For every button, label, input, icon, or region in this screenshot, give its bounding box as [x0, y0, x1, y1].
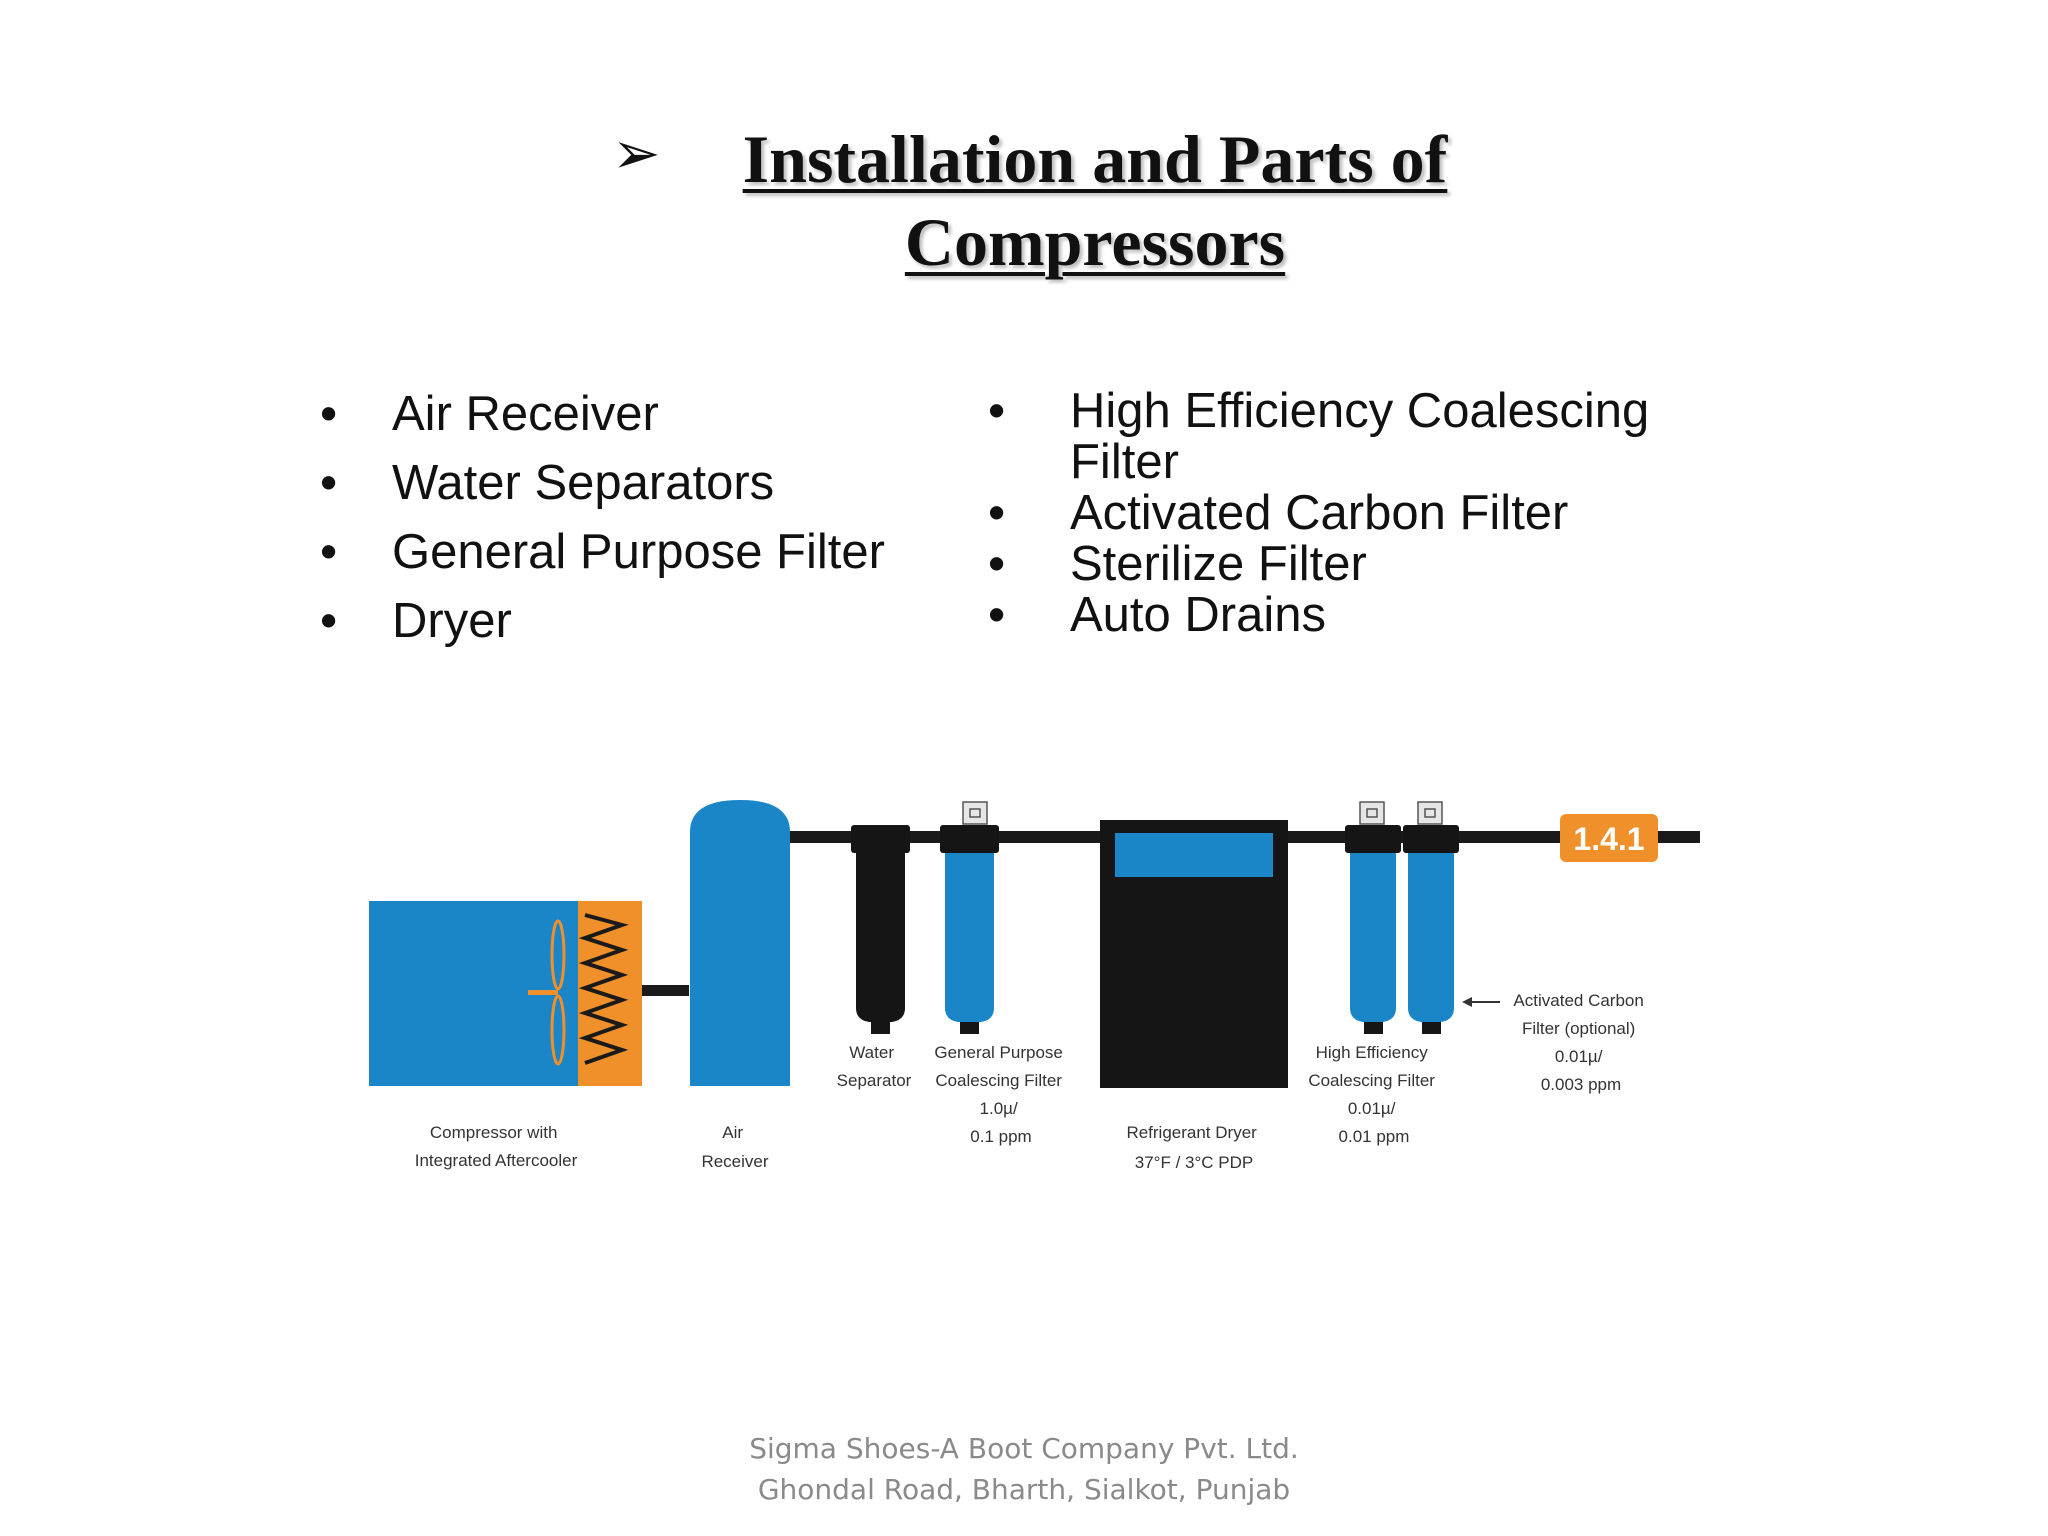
- activated-carbon-filter: [1403, 802, 1459, 1034]
- compressor-label: Compressor with Integrated Aftercooler: [414, 1123, 578, 1170]
- refrigerant-dryer: [1100, 820, 1288, 1088]
- title-block: [0, 118, 2048, 298]
- water-separator-label: Water Separator: [836, 1043, 912, 1090]
- list-item: • Dryer: [320, 587, 885, 656]
- parts-list-left: [320, 380, 885, 656]
- general-filter-label: General Purpose Coalescing Filter 1.0µ/ 0.1 ppm: [934, 1043, 1063, 1146]
- list-item: • Air Receiver: [320, 380, 885, 449]
- arrow-left-icon: [1462, 997, 1500, 1007]
- list-item: • Sterilize Filter: [988, 539, 1728, 590]
- title-line-1: Installation and Parts of: [742, 121, 1448, 197]
- air-receiver-tank: [690, 800, 790, 1086]
- connector-pipe: [642, 985, 689, 996]
- footer: [0, 1428, 2048, 1510]
- compressed-air-system-diagram: [300, 760, 1700, 1200]
- compressor: [369, 901, 642, 1086]
- title-line-2: Compressors: [904, 204, 1286, 280]
- list-item: • High Efficiency Coalescing Filter: [988, 386, 1728, 488]
- water-separator: [851, 825, 910, 1034]
- high-efficiency-filter-label: High Efficiency Coalescing Filter 0.01µ/ 0.01 ppm: [1308, 1043, 1435, 1146]
- footer-company: Sigma Shoes-A Boot Company Pvt. Ltd.: [749, 1432, 1299, 1465]
- air-receiver-label: Air Receiver: [701, 1123, 769, 1171]
- slide-title: [700, 118, 1490, 284]
- list-item: • Water Separators: [320, 449, 885, 518]
- carbon-filter-label: Activated Carbon Filter (optional) 0.01µ/ 0.003 ppm: [1513, 991, 1644, 1094]
- list-item: • General Purpose Filter: [320, 518, 885, 587]
- badge-label: 1.4.1: [1573, 821, 1645, 857]
- high-efficiency-filter: [1345, 802, 1401, 1034]
- list-item: • Auto Drains: [988, 590, 1728, 641]
- footer-address: Ghondal Road, Bharth, Sialkot, Punjab: [757, 1473, 1291, 1506]
- arrow-bullet-icon: ➢: [612, 119, 661, 187]
- general-purpose-filter: [940, 802, 999, 1034]
- parts-list-right: [988, 386, 1728, 641]
- list-item: • Activated Carbon Filter: [988, 488, 1728, 539]
- section-badge: [1560, 814, 1658, 862]
- dryer-label: Refrigerant Dryer 37°F / 3°C PDP: [1126, 1123, 1257, 1172]
